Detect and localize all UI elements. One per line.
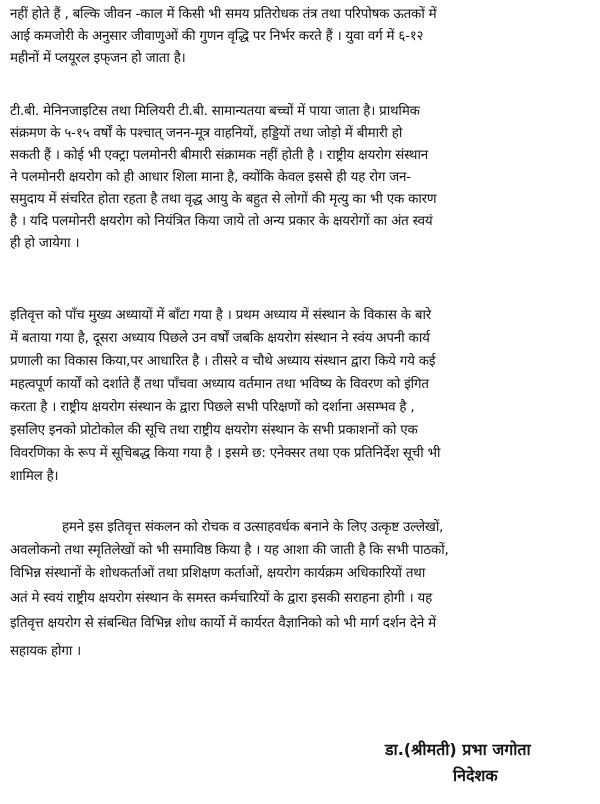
text-line: ने पलमोनरी क्षयरोग को ही आधार शिला माना है, क्योंकि केवल इससे ही यह रोग जन- (10, 170, 411, 185)
text-line: अतं मे स्वयं राष्ट्रीय क्षयरोग संस्थान के समस्त कर्मचारियों के द्वारा इसकी सराहना होगी । यह (10, 591, 432, 606)
text-line: सहायक होगा । (10, 644, 82, 659)
text-line: अवलोकनो तथा स्मृतिलेखों को भी समाविष्ठ किया है । यह आशा की जाती है कि सभी पाठकों, (10, 543, 449, 558)
text-line: विभिन्न संस्थानों के शोधकर्ताओं तथा प्रशिक्षण कर्ताओं, क्षयरोग कार्यक्रम अधिकारियों तथा (10, 566, 426, 581)
text-line: शामिल है। (10, 469, 59, 484)
text-line: इतिवृत्त को पाँच मुख्य अध्यायों में बाँटा गया है । प्रथम अध्याय में संस्थान के विकास के बारे (10, 308, 432, 323)
text-line: में बताया गया है, दूसरा अध्याय पिछले उन वर्षों जबकि क्षयरोग संस्थान ने स्वंय अपनी कार्य (10, 331, 430, 346)
text-line: प्रणाली का विकास किया,पर आधारित है । तीसरे व चौथे अध्याय संस्थान द्वारा किये गये कई (10, 354, 436, 369)
text-line: आई कमजोरी के अनुसार जीवाणुओं की गुणन वृद्धि पर निर्भर करते हैं । युवा वर्ग में ६-१२ (10, 29, 424, 44)
signatory-title: निदेशक (453, 766, 498, 785)
text-line: इतिवृत्त क्षयरोग से संबन्धित विभिन्न शोध कार्यो में कार्यरत वैज्ञानिको को भी मार्ग दर्शन देने में (10, 616, 436, 631)
text-line: सकती हैं । कोई भी एक्ट्रा पलमोनरी बीमारी संक्रामक नहीं होती है । राष्ट्रीय क्षयरोग संस्थान (10, 148, 428, 163)
text-line: टी.बी. मेनिनजाइटिस तथा मिलियरी टी.बी. सामान्यतया बच्चों में पाया जाता है। प्राथमिक (10, 104, 420, 119)
text-line: विवरणिका के रूप में सूचिबद्ध किया गया है । इसमे छ: एनेक्सर तथा एक प्रतिनिर्देश सूची भी (10, 446, 441, 461)
text-line: हमने इस इतिवृत्त संकलन को रोचक व उत्साहवर्धक बनाने के लिए उत्कृष्ट उल्लेखों, (62, 520, 444, 535)
text-line: करता है । राष्ट्रीय क्षयरोग संस्थान के द्वारा पिछले सभी परिक्षणों को दर्शाना असम्भव है , (10, 400, 415, 415)
text-line: नहीं होते हैं , बल्कि जीवन -काल में किसी भी समय प्रतिरोधक तंत्र तथा परिपोषक ऊतकों में (10, 7, 437, 22)
text-line: समुदाय में संचरित होता रहता है तथा वृद्ध आयु के बहुत से लोगों की मृत्यु का भी एक कारण (10, 192, 437, 207)
text-line: है । यदि पलमोनरी क्षयरोग को नियंत्रित किया जाये तो अन्य प्रकार के क्षयरोगों का अंत स्वयं (10, 214, 433, 229)
text-line: संक्रमण के ५-१५ वर्षों के पश्चात्‌ जनन-मूत्र वाहनियों, हड्डियों तथा जोड़ो में बीमारी हो (10, 126, 403, 141)
text-line: ही हो जायेगा । (10, 236, 80, 251)
text-line: महीनों में प्लयूरल इफ्‌जन हो जाता है। (10, 51, 186, 66)
signatory-name: डा.(श्रीमती) प्रभा जगोता (385, 740, 531, 759)
text-line: महत्वपूर्ण कार्यों को दर्शाते हैं तथा पाँचवा अध्याय वर्तमान तथा भविष्य के विवरण को इंगित (10, 377, 429, 392)
text-line: इसलिए इनको प्रोटोकोल की सूचि तथा राष्ट्रीय क्षयरोग संस्थान के सभी प्रकाशनों को एक (10, 423, 418, 438)
